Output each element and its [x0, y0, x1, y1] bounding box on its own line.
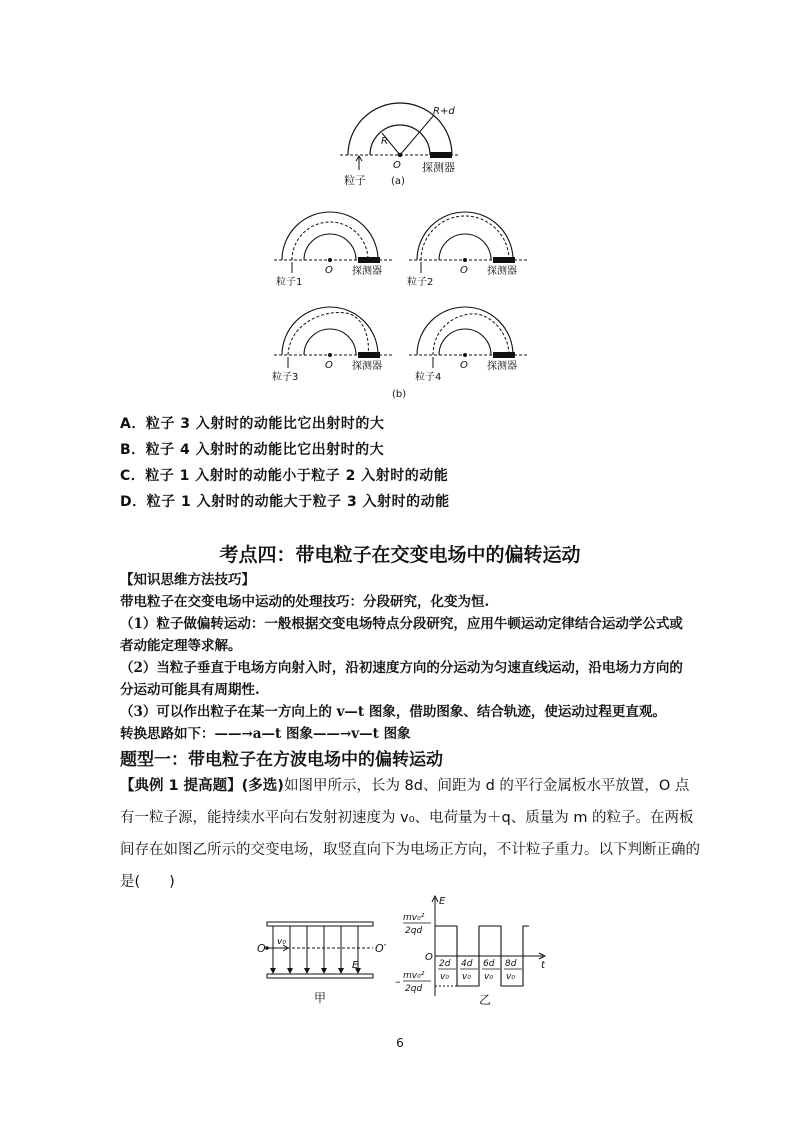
label-O: O	[393, 160, 401, 171]
method-heading: 【知识思维方法技巧】	[120, 572, 255, 588]
jia-E: E	[352, 960, 359, 971]
yi-t: t	[541, 960, 545, 971]
panel-4-O: O	[460, 360, 468, 371]
figure-b-caption: (b)	[392, 389, 407, 400]
yi-tick-4-num: 8d	[505, 959, 517, 969]
yi-E: E	[439, 896, 446, 907]
panel-4	[405, 300, 535, 385]
panel-3-detector: 探测器	[352, 361, 382, 372]
label-Rd: R+d	[433, 106, 455, 117]
yi-top-den: 2qd	[405, 926, 423, 936]
panel-3-O: O	[325, 360, 333, 371]
example-text: 如图甲所示，长为 8d、间距为 d 的平行金属板水平放置，O 点有一粒子源，能持续水平向右发射初速度为 v₀、电荷量为＋q、质量为 m 的粒子。在两板间存在如图乙所示的交变电场，取竖直向下为电场正方向，不计粒子重力。以下判断正确的是( )	[120, 778, 700, 890]
method-line1: 带电粒子在交变电场中运动的处理技巧：分段研究，化变为恒.	[120, 594, 490, 610]
method-item3: （3）可以作出粒子在某一方向上的 v—t 图象，借助图象、结合轨迹，使运动过程更直观。	[120, 704, 666, 720]
example-tag: 【典例 1 提高题】(多选)	[120, 778, 284, 794]
panel-1	[270, 205, 400, 290]
option-b: B．粒子 4 入射时的动能比它出射时的大	[120, 442, 385, 458]
method-line-last: 转换思路如下：——→a—t 图象——→v—t 图象	[120, 726, 411, 742]
figure-jia	[255, 910, 390, 1010]
yi-tick-1-den: v₀	[440, 972, 449, 982]
yi-top-num: mv₀²	[403, 913, 425, 923]
option-c: C．粒子 1 入射时的动能小于粒子 2 入射时的动能	[120, 468, 449, 484]
method-item2: （2）当粒子垂直于电场方向射入时，沿初速度方向的分运动为匀速直线运动，沿电场力方向的分运动可能具有周期性.	[120, 660, 683, 698]
yi-tick-3-den: v₀	[484, 972, 493, 982]
option-d: D．粒子 1 入射时的动能大于粒子 3 入射时的动能	[120, 494, 450, 510]
label-particle: 粒子	[344, 174, 366, 187]
panel-1-particle: 粒子1	[276, 277, 303, 288]
jia-caption: 甲	[314, 991, 327, 1005]
panel-2-O: O	[460, 265, 468, 276]
yi-tick-1-num: 2d	[439, 959, 451, 969]
panel-3-particle: 粒子3	[272, 372, 299, 383]
method-item1: （1）粒子做偏转运动：一般根据交变电场特点分段研究，应用牛顿运动定律结合运动学公式或者动能定理等求解。	[120, 616, 683, 654]
jia-v0: v₀	[277, 937, 286, 947]
yi-tick-2-num: 4d	[461, 959, 473, 969]
yi-tick-2-den: v₀	[462, 972, 471, 982]
panel-4-particle: 粒子4	[415, 372, 442, 383]
jia-O: O	[257, 942, 266, 955]
example	[120, 770, 700, 898]
figure-a-caption: (a)	[391, 176, 405, 187]
option-a: A．粒子 3 入射时的动能比它出射时的大	[120, 416, 385, 432]
panel-4-detector: 探测器	[487, 361, 517, 372]
panel-2-particle: 粒子2	[407, 277, 434, 288]
panel-1-detector: 探测器	[352, 266, 382, 277]
figure-yi	[395, 892, 555, 1017]
section-title: 考点四：带电粒子在交变电场中的偏转运动	[219, 544, 581, 566]
label-R: R	[381, 136, 388, 147]
label-detector: 探测器	[422, 161, 455, 174]
jia-O2: O′	[375, 942, 387, 955]
panel-3	[270, 300, 400, 385]
yi-tick-3-num: 6d	[483, 959, 495, 969]
panel-2	[405, 205, 535, 290]
yi-bot-num: mv₀²	[403, 971, 425, 981]
figure-b	[270, 205, 540, 405]
panel-1-O: O	[325, 265, 333, 276]
yi-O: O	[425, 952, 433, 963]
type-title: 题型一：带电粒子在方波电场中的偏转运动	[120, 750, 443, 770]
yi-bot-den: 2qd	[405, 984, 423, 994]
panel-2-detector: 探测器	[487, 266, 517, 277]
yi-caption: 乙	[479, 993, 492, 1007]
yi-tick-4-den: v₀	[506, 972, 515, 982]
yi-bot-minus: –	[395, 975, 401, 988]
page-number: 6	[396, 1036, 404, 1050]
